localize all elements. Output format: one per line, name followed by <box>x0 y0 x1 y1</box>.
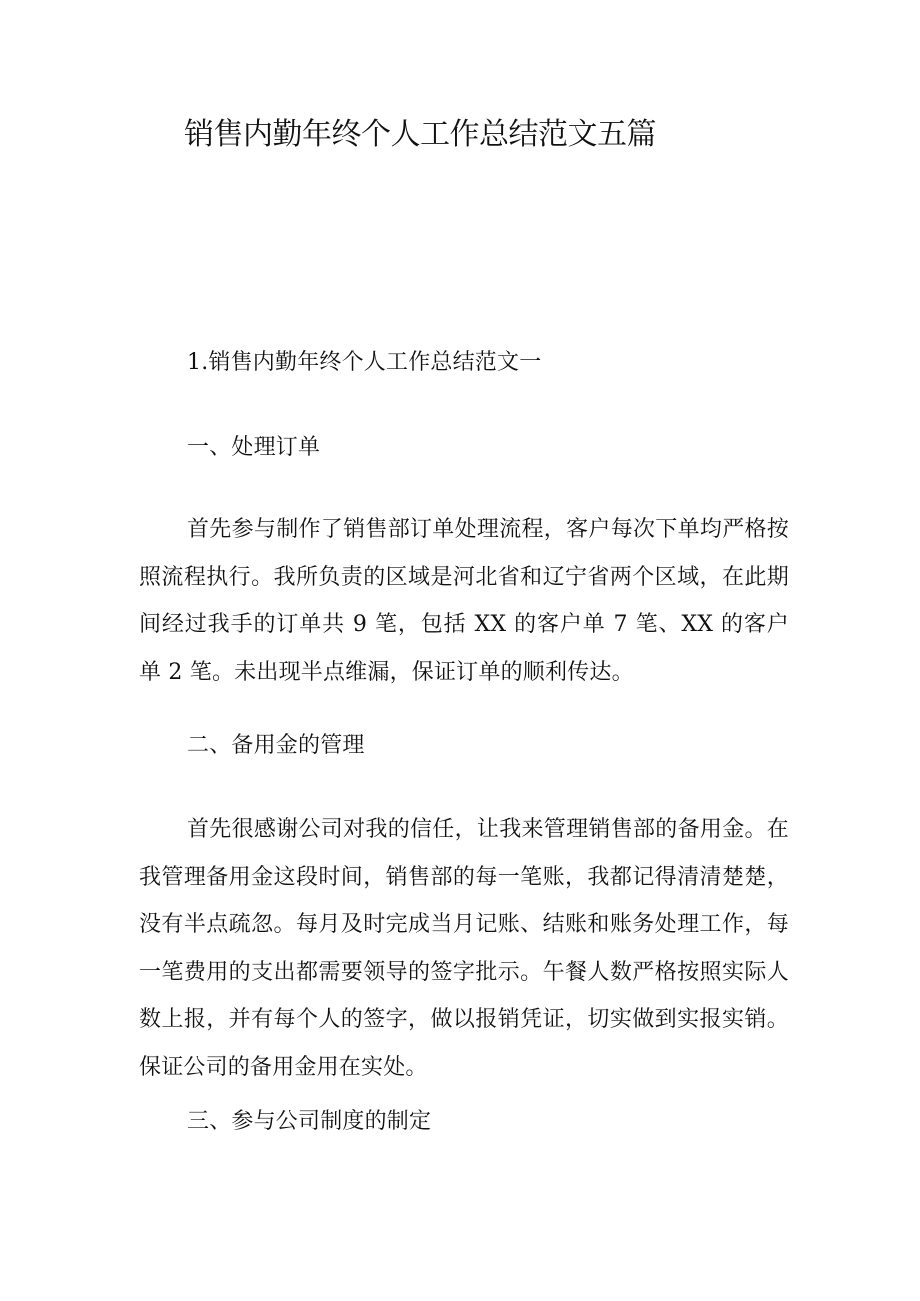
article-subtitle: 1.销售内勤年终个人工作总结范文一 <box>187 350 542 375</box>
section-paragraph-order-processing: 首先参与制作了销售部订单处理流程，客户每次下单均严格按照流程执行。我所负责的区域是河北省和辽宁省两个区域，在此期间经过我手的订单共 9 笔，包括 XX 的客户单 7 笔、XX 的客户单 2 笔。未出现半点维漏，保证订单的顺利传达。 <box>139 517 789 685</box>
section-heading-petty-cash: 二、备用金的管理 <box>187 733 365 758</box>
section-paragraph-petty-cash: 首先很感谢公司对我的信任，让我来管理销售部的备用金。在我管理备用金这段时间，销售部的每一笔账，我都记得清清楚楚，没有半点疏忽。每月及时完成当月记账、结账和账务处理工作，每一笔费用的支出都需要领导的签字批示。午餐人数严格按照实际人数上报，并有每个人的签字，做以报销凭证，切实做到实报实销。保证公司的备用金用在实处。 <box>139 817 789 1080</box>
document-title: 销售内勤年终个人工作总结范文五篇 <box>184 117 656 152</box>
section-heading-policy-making: 三、参与公司制度的制定 <box>187 1109 432 1134</box>
section-heading-order-processing: 一、处理订单 <box>187 435 321 460</box>
